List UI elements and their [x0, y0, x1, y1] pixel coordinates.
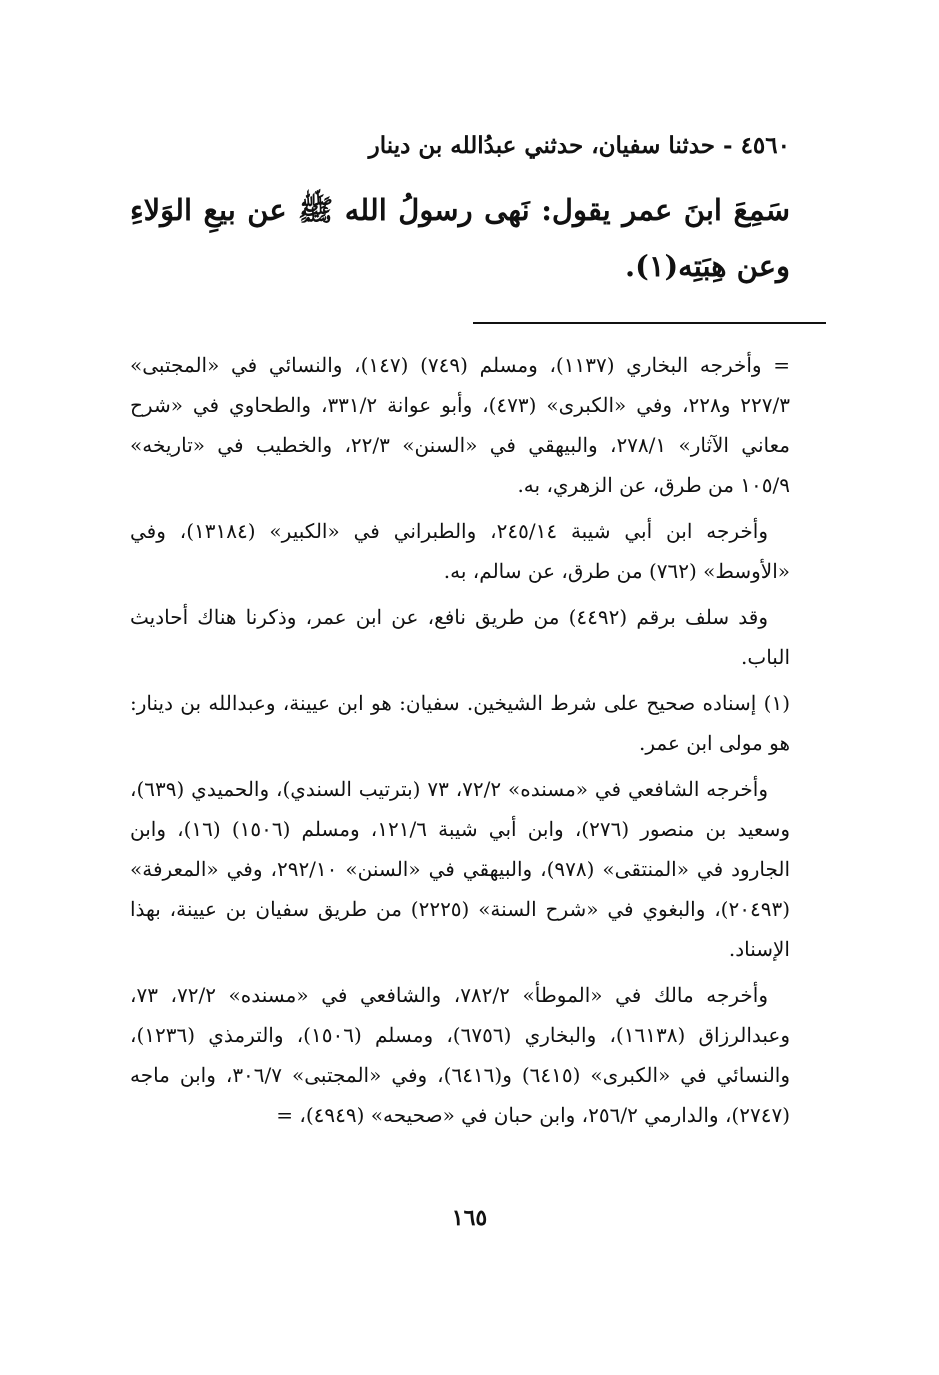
footnote-paragraph: وأخرجه مالك في «الموطأ» ٧٨٢/٢، والشافعي في «مسنده» ٧٢/٢، ٧٣، وعبدالرزاق (١٦١٣٨)، والبخاري (٦٧٥٦)، ومسلم (١٥٠٦)، والترمذي (١٢٣٦)، والنسائي في «الكبرى» (٦٤١٥) و(٦٤١٦)، وفي «المجتبى» ٣٠٦/٧، وابن ماجه (٢٧٤٧)، والدارمي ٢٥٦/٢، وابن حبان في «صحيحه» (٤٩٤٩)، = [130, 983, 791, 1127]
hadith-text: سَمِعَ ابنَ عمر يقول: نَهى رسولُ الله ﷺ عن بيعِ الوَلاءِ وعن هِبَتِه(١). [130, 193, 790, 283]
footnote-divider [473, 322, 826, 324]
footnotes [130, 345, 790, 1141]
page-number: ١٦٥ [451, 1205, 488, 1231]
hadith-heading: ٤٥٦٠ - حدثنا سفيان، حدثني عبدُالله بن دينار [368, 132, 790, 159]
footnote-paragraph: وقد سلف برقم (٤٤٩٢) من طريق نافع، عن ابن عمر، وذكرنا هناك أحاديث الباب. [130, 605, 790, 669]
footnote-paragraph: = وأخرجه البخاري (١١٣٧)، ومسلم (٧٤٩) (١٤٧)، والنسائي في «المجتبى» ٢٢٧/٣ و٢٢٨، وفي «الكبرى» (٤٧٣)، وأبو عوانة ٣٣١/٢، والطحاوي في «شرح معاني الآثار» ٢٧٨/١، والبيهقي في «السنن» ٢٢/٣، والخطيب في «تاريخه» ١٠٥/٩ من طرق، عن الزهري، به. [130, 353, 791, 497]
footnote-paragraph: (١) إسناده صحيح على شرط الشيخين. سفيان: هو ابن عيينة، وعبدالله بن دينار: هو مولى ابن عمر. [130, 691, 790, 755]
footnote-paragraph: وأخرجه ابن أبي شيبة ٢٤٥/١٤، والطبراني في «الكبير» (١٣١٨٤)، وفي «الأوسط» (٧٦٢) من طرق، عن سالم، به. [130, 519, 790, 583]
footnote-paragraph: وأخرجه الشافعي في «مسنده» ٧٢/٢، ٧٣ (بترتيب السندي)، والحميدي (٦٣٩)، وسعيد بن منصور (٢٧٦)، وابن أبي شيبة ١٢١/٦، ومسلم (١٥٠٦) (١٦)، وابن الجارود في «المنتقى» (٩٧٨)، والبيهقي في «السنن» ٢٩٢/١٠، وفي «المعرفة» (٢٠٤٩٣)، والبغوي في «شرح السنة» (٢٢٢٥) من طريق سفيان بن عيينة، بهذا الإسناد. [130, 777, 791, 961]
